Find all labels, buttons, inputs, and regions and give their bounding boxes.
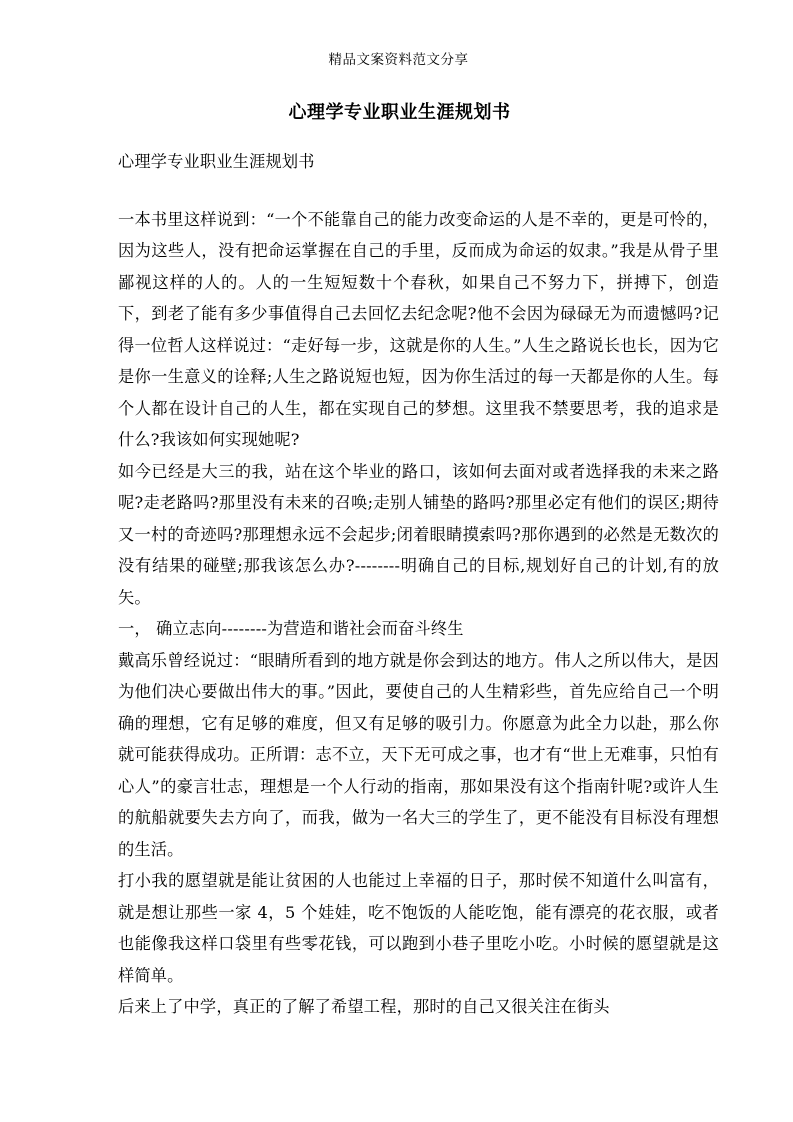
- paragraph: 后来上了中学，真正的了解了希望工程，那时的自己又很关注在街头: [118, 997, 610, 1016]
- paragraph: 心理学专业职业生涯规划书: [118, 152, 315, 171]
- document-body: [118, 146, 719, 1023]
- paragraph: 一本书里这样说到：“一个不能靠自己的能力改变命运的人是不幸的，更是可怜的，因为这些人，没有把命运掌握在自己的手里，反而成为命运的奴隶。”我是从骨子里鄙视这样的人的。人的一生短短数十个春秋，如果自己不努力下，拼搏下，创造下，到老了能有多少事值得自己去回忆去纪念呢?他不会因为碌碌无为而遗憾吗?记得一位哲人这样说过：“走好每一步，这就是你的人生。”人生之路说长也长，因为它是你一生意义的诠释;人生之路说短也短，因为你生活过的每一天都是你的人生。每个人都在设计自己的人生，都在实现自己的梦想。这里我不禁要思考，我的追求是什么?我该如何实现她呢?: [118, 209, 719, 449]
- paragraph: 如今已经是大三的我，站在这个毕业的路口，该如何去面对或者选择我的未来之路呢?走老路吗?那里没有未来的召唤;走别人铺垫的路吗?那里必定有他们的误区;期待又一村的奇迹吗?那理想永远不会起步;闭着眼睛摸索吗?那你遇到的必然是无数次的没有结果的碰壁;那我该怎么办?--------明确自己的目标,规划好自己的计划,有的放矢。: [118, 461, 719, 607]
- paragraph: 戴高乐曾经说过：“眼睛所看到的地方就是你会到达的地方。伟人之所以伟大，是因为他们决心要做出伟大的事。”因此，要使自己的人生精彩些，首先应给自己一个明确的理想，它有足够的难度，但又有足够的吸引力。你愿意为此全力以赴，那么你就可能获得成功。正所谓：志不立，天下无可成之事，也才有“世上无难事，只怕有心人”的豪言壮志，理想是一个人行动的指南，那如果没有这个指南针呢?或许人生的航船就要失去方向了，而我，做为一名大三的学生了，更不能没有目标没有理想的生活。: [118, 650, 719, 859]
- paragraph: 一， 确立志向--------为营造和谐社会而奋斗终生: [118, 619, 464, 638]
- page-header-note: 精品文案资料范文分享: [328, 52, 469, 68]
- page-title: 心理学专业职业生涯规划书: [288, 102, 511, 123]
- paragraph: 打小我的愿望就是能让贫困的人也能过上幸福的日子，那时侯不知道什么叫富有，就是想让那些一家 4，5 个娃娃，吃不饱饭的人能吃饱，能有漂亮的花衣服，或者也能像我这样口袋里有些零花钱，可以跑到小巷子里吃小吃。小时候的愿望就是这样简单。: [118, 871, 719, 985]
